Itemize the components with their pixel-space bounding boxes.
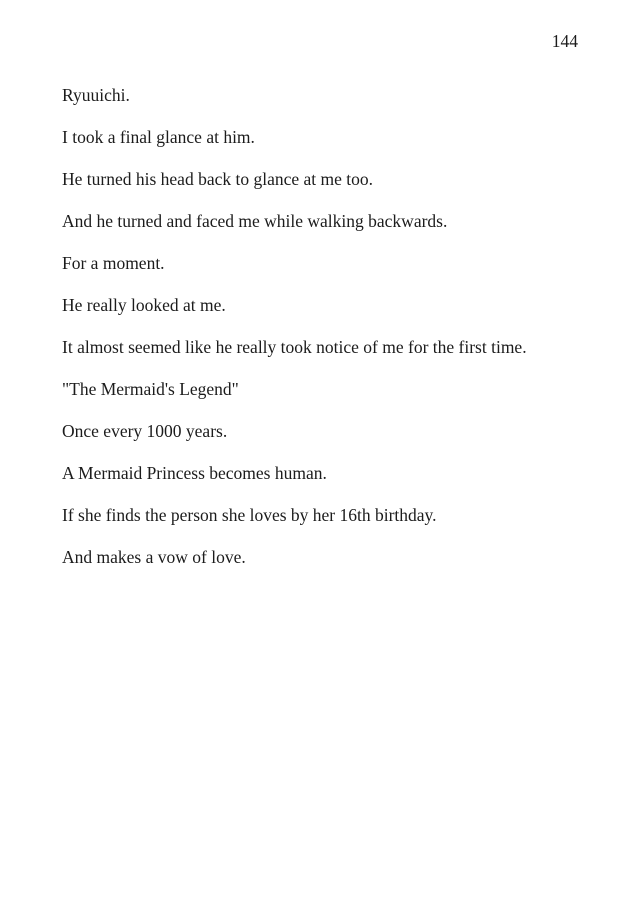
text-line: And makes a vow of love. (62, 547, 246, 567)
text-line: And he turned and faced me while walking backwards. (62, 211, 448, 231)
text-line: Ryuuichi. (62, 85, 130, 105)
text-line: It almost seemed like he really took notice of me for the first time. (62, 337, 527, 357)
text-line: I took a final glance at him. (62, 127, 255, 147)
body-text (62, 74, 586, 578)
text-line: He really looked at me. (62, 295, 226, 315)
page-number: 144 (551, 31, 578, 51)
text-line: "The Mermaid's Legend" (62, 379, 239, 399)
text-line: For a moment. (62, 253, 165, 273)
text-line: Once every 1000 years. (62, 421, 228, 441)
text-line: A Mermaid Princess becomes human. (62, 463, 327, 483)
text-line: He turned his head back to glance at me too. (62, 169, 374, 189)
text-line: If she finds the person she loves by her 16th birthday. (62, 505, 437, 525)
